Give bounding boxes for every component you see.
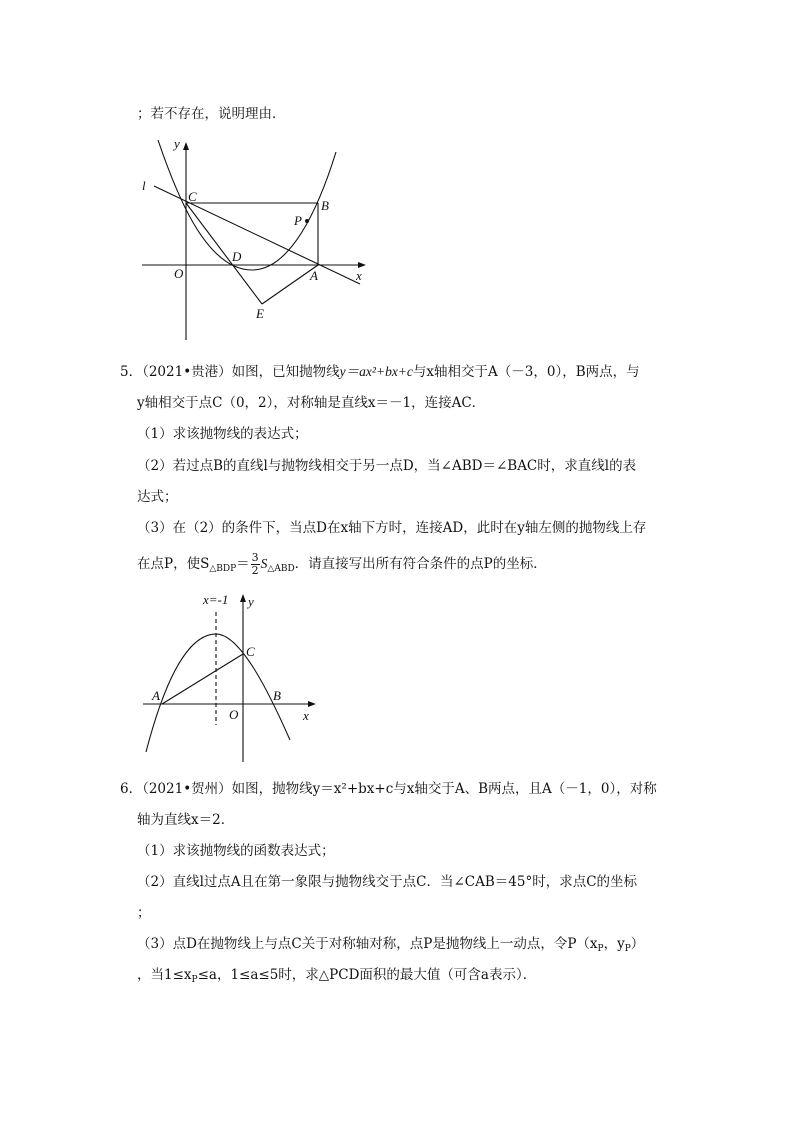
problem-6-q1: （1）求该抛物线的函数表达式； — [137, 843, 335, 859]
fig1-label-C: C — [188, 189, 197, 204]
fig1-label-E: E — [256, 306, 264, 321]
fig1-label-D: D — [232, 249, 242, 264]
fig2-parabola — [146, 634, 290, 752]
fig1-label-l: l — [142, 178, 146, 193]
fig1-label-y: y — [174, 136, 180, 151]
fig2-label-axis: x=-1 — [203, 592, 229, 607]
problem-6-q2-line-1: （2）直线l过点A且在第一象限与抛物线交于点C．当∠CAB＝45°时，求点C的坐标 — [137, 874, 638, 890]
problem-6-q2-line-2: ； — [137, 905, 151, 921]
problem-5-line-2: y轴相交于点C（0，2），对称轴是直线x＝－1，连接AC． — [137, 395, 486, 411]
problem-5-q2-line-2: 达式； — [137, 489, 178, 505]
fig1-label-P: P — [294, 213, 302, 228]
fig2-label-B: B — [273, 688, 281, 703]
figure-1-diagram — [135, 135, 375, 345]
fig2-label-O: O — [229, 707, 239, 722]
fig2-label-x: x — [303, 708, 309, 723]
problem-5-q1: （1）求该抛物线的表达式； — [137, 426, 308, 442]
fraction-three-halves: $\frac{3}{2}$ — [251, 551, 259, 577]
fig1-label-B: B — [321, 198, 329, 213]
intro-text: ；若不存在，说明理由． — [137, 106, 286, 122]
fig2-label-A: A — [152, 688, 160, 703]
fig2-label-y: y — [248, 594, 254, 609]
fig1-label-x: x — [356, 268, 362, 283]
problem-5-line-1: 5．（2021•贵港）如图，已知抛物线y＝ax²+bx+c与x轴相交于A（－3，0），B两点，与 — [120, 364, 640, 380]
problem-6-q3-line-1: （3）点D在抛物线上与点C关于对称轴对称，点P是抛物线上一动点，令$P(x_P$，$y_P$） — [137, 936, 645, 954]
problem-5-q3-line-1: （3）在（2）的条件下，当点D在x轴下方时，连接AD，此时在y轴左侧的抛物线上存 — [137, 520, 647, 536]
fig1-label-O: O — [174, 266, 184, 281]
problem-6-q3-line-2: ，当$1\le x_P\le a$，1≤a≤5时，求△PCD面积的最大值（可含a表示）． — [137, 967, 537, 985]
problem-6-line-1: 6．（2021•贺州）如图，抛物线y＝x²+bx+c与x轴交于A、B两点，且A（－1，0），对称 — [120, 781, 657, 797]
fig1-parabola — [158, 140, 336, 270]
fig2-label-C: C — [246, 644, 255, 659]
fig1-label-A: A — [310, 268, 318, 283]
fig2-line-AC — [162, 654, 243, 704]
problem-6-line-2: 轴为直线x＝2． — [137, 812, 235, 828]
problem-5-q2-line-1: （2）若过点B的直线l与抛物线相交于另一点D，当∠ABD＝∠BAC时，求直线l的表 — [137, 458, 637, 474]
problem-5-q3-line-2: 在点P，使$S_{\triangle BDP}=$ $\frac{3}{2}$ $S_{\triangle ABD}$．请直接写出所有符合条件的点P的坐标． — [137, 551, 547, 577]
figure-2-diagram — [140, 590, 330, 765]
